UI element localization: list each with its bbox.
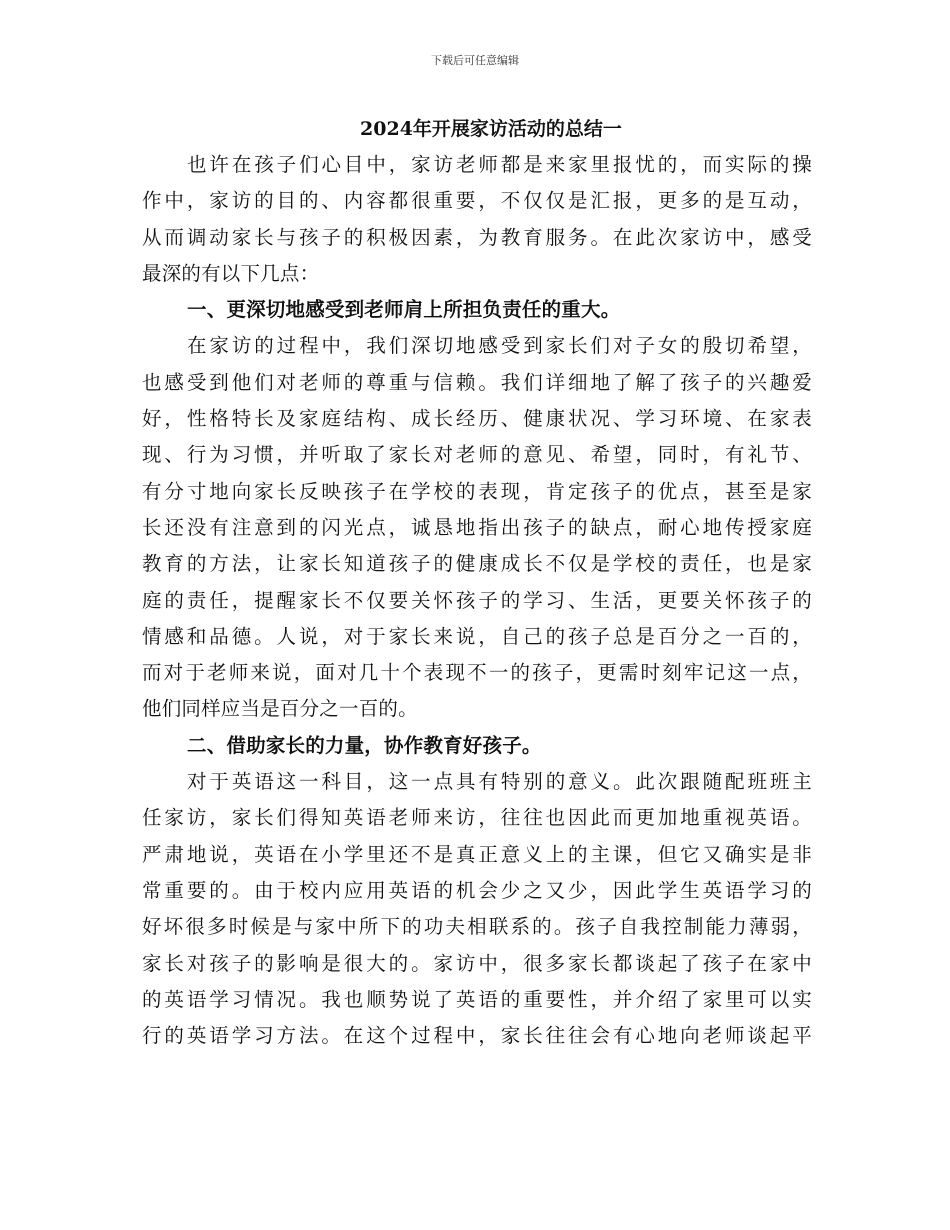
text-line: 情感和品德。人说，对于家长来说，自己的孩子总是百分之一百的， xyxy=(142,624,812,648)
text-line: 常重要的。由于校内应用英语的机会少之又少，因此学生英语学习的 xyxy=(142,878,812,902)
text-line: 对于英语这一科目，这一点具有特别的意义。此次跟随配班班主 xyxy=(187,770,812,794)
text-line: 行的英语学习方法。在这个过程中，家长往往会有心地向老师谈起平 xyxy=(142,1024,812,1048)
paragraph xyxy=(142,764,812,1054)
text-line: 的英语学习情况。我也顺势说了英语的重要性，并介绍了家里可以实 xyxy=(142,987,812,1011)
text-line: 长还没有注意到的闪光点，诚恳地指出孩子的缺点，耐心地传授家庭 xyxy=(142,515,812,539)
text-line: 有分寸地向家长反映孩子在学校的表现，肯定孩子的优点，甚至是家 xyxy=(142,479,812,503)
document-body xyxy=(142,114,812,1054)
heading-line: 一、更深切地感受到老师肩上所担负责任的重大。 xyxy=(187,298,621,322)
text-line: 严肃地说，英语在小学里还不是真正意义上的主课，但它又确实是非 xyxy=(142,842,812,866)
section-heading xyxy=(142,292,812,328)
text-line: 好，性格特长及家庭结构、成长经历、健康状况、学习环境、在家表 xyxy=(142,407,812,431)
text-line: 最深的有以下几点： xyxy=(142,261,320,285)
document-title: 2024年开展家访活动的总结一 xyxy=(360,118,622,140)
paragraph xyxy=(142,328,812,727)
text-line: 任家访，家长们得知英语老师来访，往往也因此而更加地重视英语。 xyxy=(142,806,812,830)
text-line: 在家访的过程中，我们深切地感受到家长们对子女的殷切希望， xyxy=(187,334,812,358)
section-heading xyxy=(142,728,812,764)
text-line: 庭的责任，提醒家长不仅要关怀孩子的学习、生活，更要关怀孩子的 xyxy=(142,588,812,612)
text-line: 作中，家访的目的、内容都很重要，不仅仅是汇报，更多的是互动， xyxy=(142,189,812,213)
header-note: 下载后可任意编辑 xyxy=(431,54,519,67)
text-line: 家长对孩子的影响是很大的。家访中，很多家长都谈起了孩子在家中 xyxy=(142,951,812,975)
text-line: 从而调动家长与孩子的积极因素，为教育服务。在此次家访中，感受 xyxy=(142,225,812,249)
text-line: 现、行为习惯，并听取了家长对老师的意见、希望，同时，有礼节、 xyxy=(142,443,812,467)
heading-line: 二、借助家长的力量，协作教育好孩子。 xyxy=(187,733,542,757)
text-line: 教育的方法，让家长知道孩子的健康成长不仅是学校的责任，也是家 xyxy=(142,552,812,576)
text-line: 而对于老师来说，面对几十个表现不一的孩子，更需时刻牢记这一点， xyxy=(142,661,812,685)
text-line: 好坏很多时候是与家中所下的功夫相联系的。孩子自我控制能力薄弱， xyxy=(142,915,812,939)
text-line: 也许在孩子们心目中，家访老师都是来家里报忧的，而实际的操 xyxy=(187,153,812,176)
text-line: 他们同样应当是百分之一百的。 xyxy=(142,697,418,721)
paragraph xyxy=(142,147,812,292)
text-line: 也感受到他们对老师的尊重与信赖。我们详细地了解了孩子的兴趣爱 xyxy=(142,370,812,394)
